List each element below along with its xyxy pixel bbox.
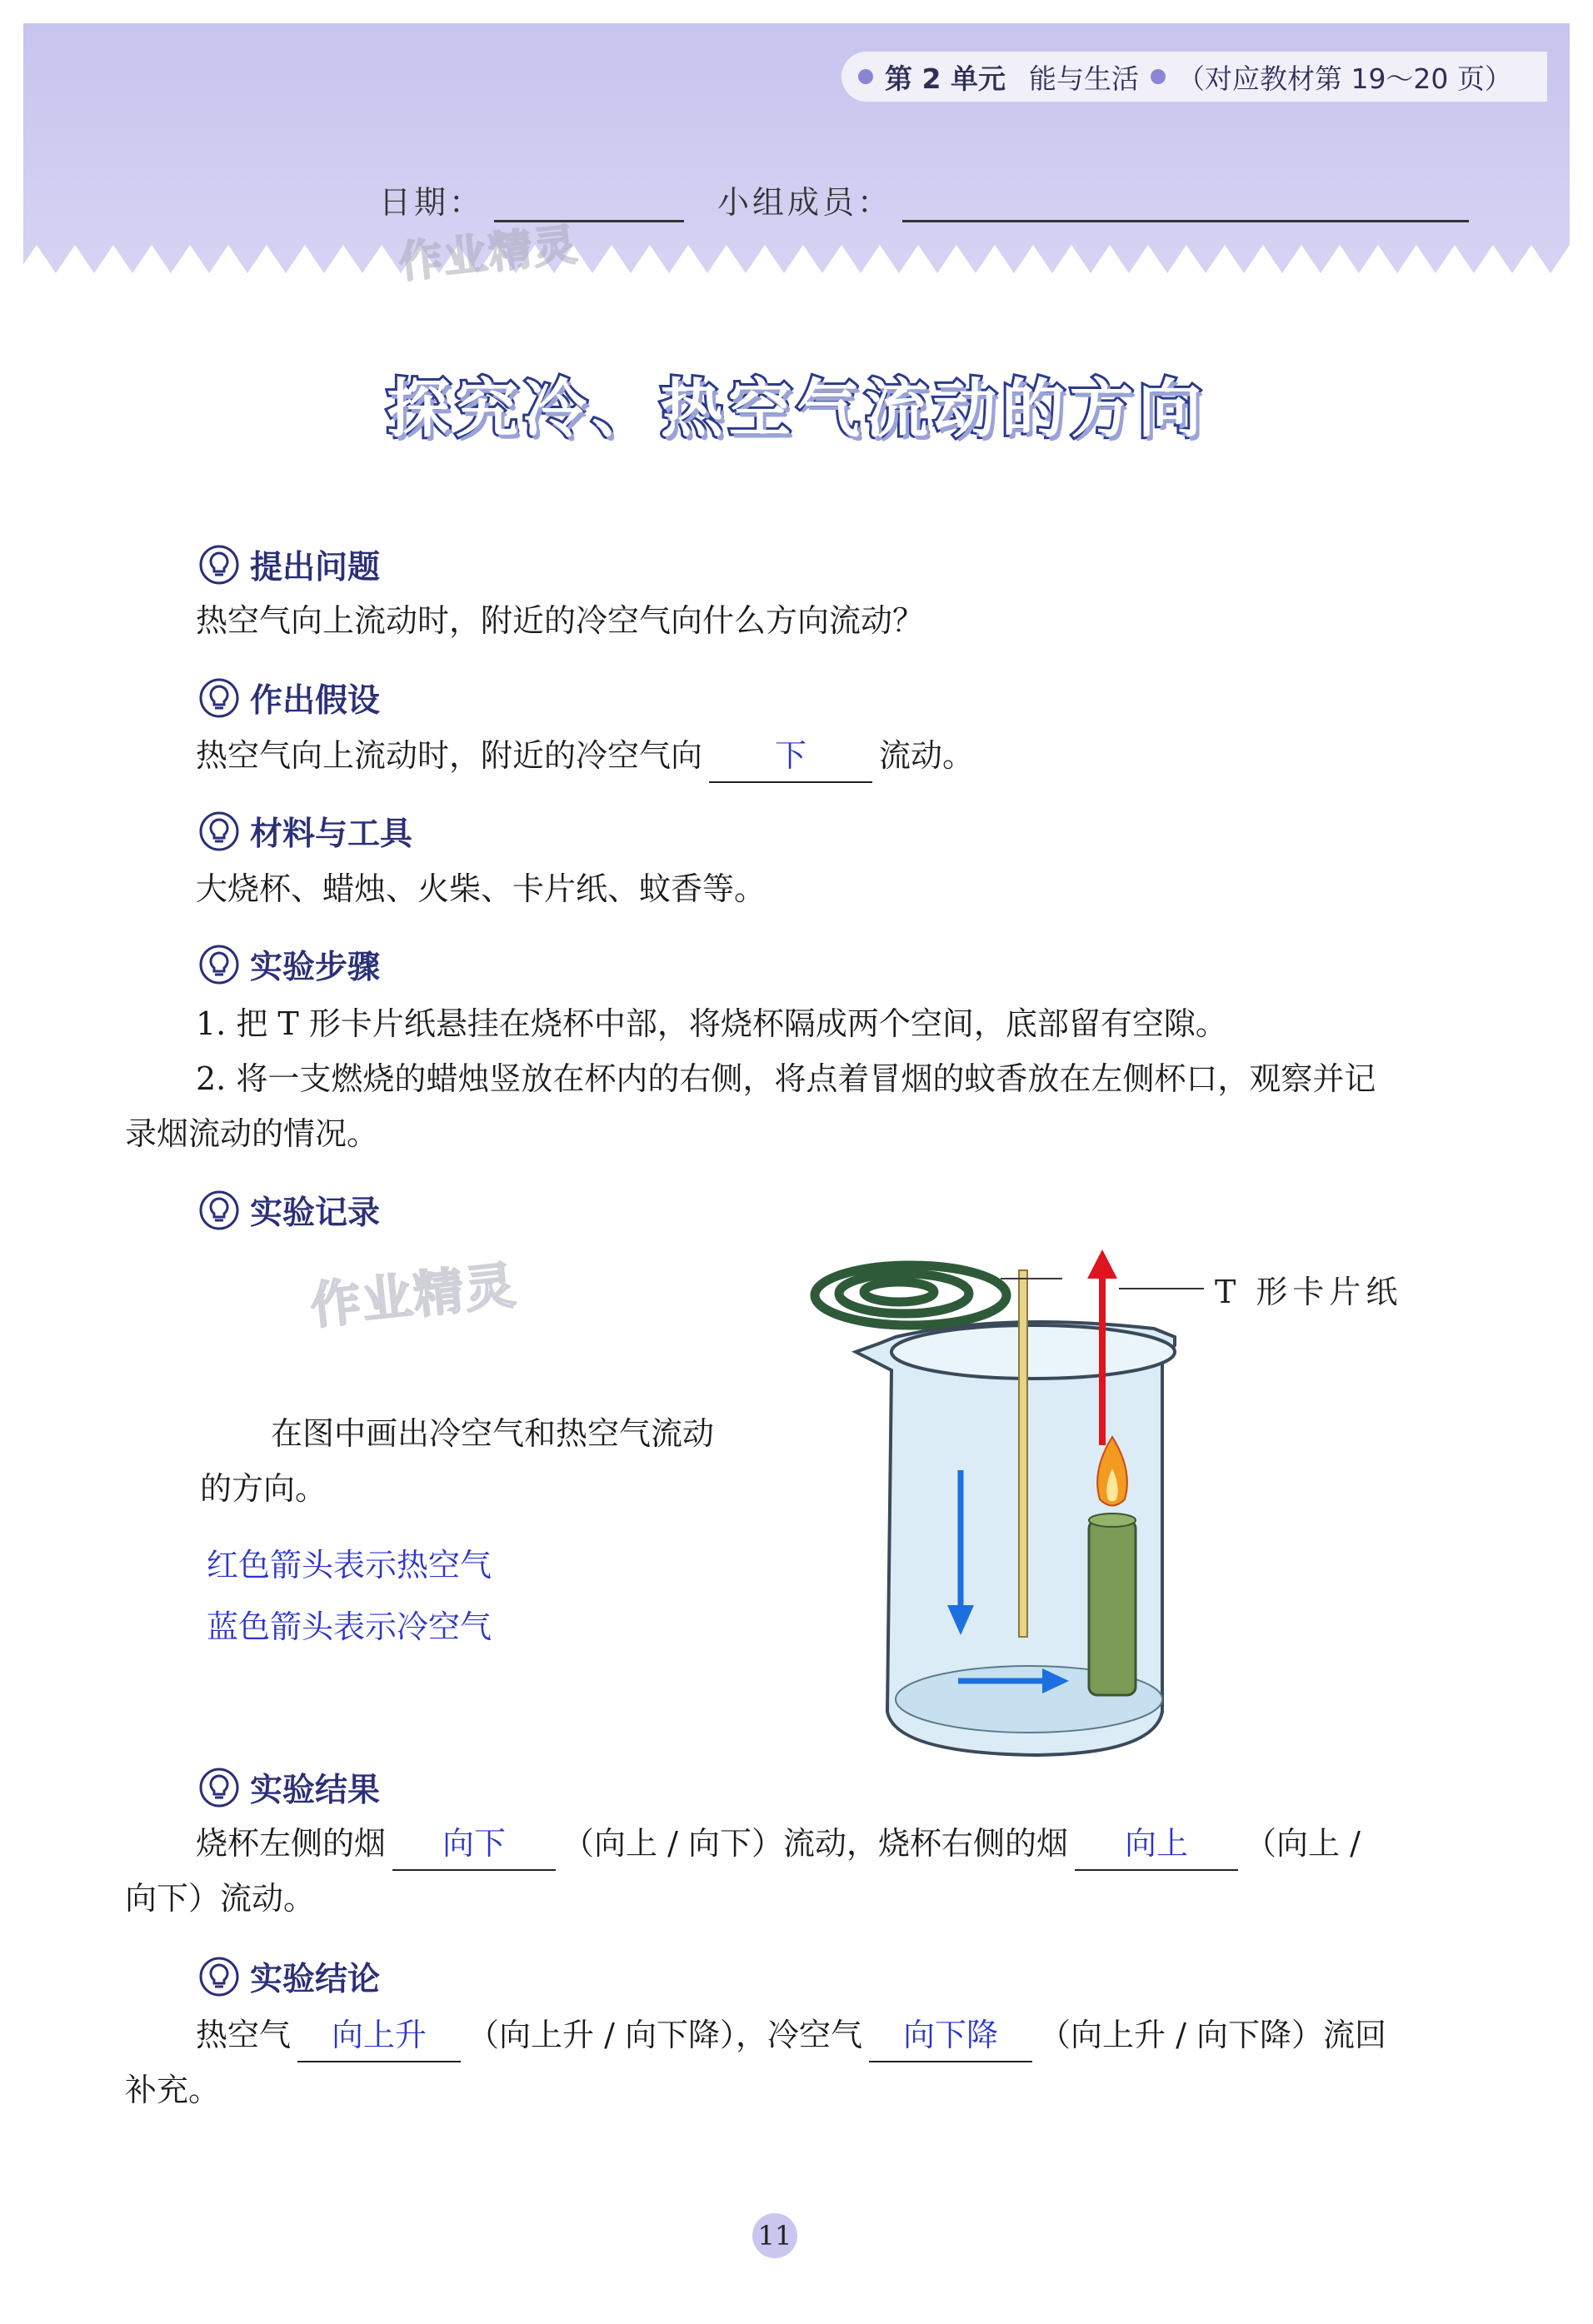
lightbulb-icon bbox=[198, 1189, 240, 1231]
result-text: （向上 / bbox=[1244, 1825, 1361, 1862]
textbook-reference: （对应教材第 19～20 页） bbox=[1176, 62, 1512, 95]
step-1: 1. 把 T 形卡片纸悬挂在烧杯中部，将烧杯隔成两个空间，底部留有空隙。 bbox=[196, 1005, 1227, 1042]
section-title: 实验步骤 bbox=[250, 949, 381, 986]
section-title: 实验记录 bbox=[250, 1194, 381, 1232]
note-red-arrow: 红色箭头表示热空气 bbox=[207, 1547, 492, 1583]
lightbulb-icon bbox=[198, 1956, 240, 1997]
section-heading-conclusion bbox=[198, 1953, 380, 2000]
handwritten-answer: 向上 bbox=[1124, 1825, 1188, 1862]
candle bbox=[1089, 1520, 1136, 1695]
handwritten-answer: 向上升 bbox=[332, 2017, 427, 2053]
section-title: 实验结果 bbox=[250, 1772, 381, 1809]
step-2-line-1: 2. 将一支燃烧的蜡烛竖放在杯内的右侧，将点着冒烟的蚊香放在左侧杯口，观察并记 bbox=[196, 1060, 1376, 1097]
conclusion-answer-blank-2[interactable] bbox=[869, 2017, 1032, 2062]
section-title: 材料与工具 bbox=[250, 815, 413, 853]
step-2-line-2: 录烟流动的情况。 bbox=[125, 1115, 379, 1152]
section-title: 作出假设 bbox=[250, 682, 381, 720]
beaker-figure bbox=[804, 1245, 1437, 1778]
unit-topic: 能与生活 bbox=[1028, 62, 1139, 95]
page-title: 探究冷、热空气流动的方向 bbox=[387, 372, 1206, 446]
beaker-rim bbox=[891, 1325, 1175, 1379]
unit-tab bbox=[841, 52, 1547, 102]
unit-label: 第 2 单元 bbox=[885, 62, 1006, 95]
result-text: （向上 / 向下）流动，烧杯右侧的烟 bbox=[562, 1825, 1068, 1862]
note-blue-arrow: 蓝色箭头表示冷空气 bbox=[207, 1608, 492, 1645]
record-instruction-line-1: 在图中画出冷空气和热空气流动 bbox=[271, 1415, 715, 1452]
group-label: 小组成员： bbox=[717, 184, 893, 221]
section-title: 实验结论 bbox=[250, 1961, 381, 1998]
lightbulb-icon bbox=[198, 810, 240, 852]
t-card bbox=[1019, 1270, 1027, 1637]
section-heading-materials bbox=[198, 808, 412, 855]
lightbulb-icon bbox=[198, 677, 240, 719]
hypothesis-text bbox=[196, 728, 974, 783]
record-instruction-line-2: 的方向。 bbox=[200, 1470, 327, 1507]
hypothesis-text-before: 热空气向上流动时，附近的冷空气向 bbox=[196, 737, 703, 774]
lightbulb-icon bbox=[198, 944, 240, 985]
conclusion-line-1 bbox=[196, 2007, 1386, 2062]
hypothesis-text-after: 流动。 bbox=[879, 737, 975, 774]
handwritten-answer: 向下降 bbox=[902, 2017, 998, 2053]
section-heading-result bbox=[198, 1764, 380, 1811]
materials-text: 大烧杯、蜡烛、火柴、卡片纸、蚊香等。 bbox=[196, 870, 767, 907]
conclusion-text: （向上升 / 向下降），冷空气 bbox=[467, 2017, 862, 2053]
result-line-1 bbox=[196, 1816, 1361, 1871]
lightbulb-icon bbox=[198, 544, 240, 586]
lightbulb-icon bbox=[198, 1767, 240, 1808]
bullet-dot-icon bbox=[1151, 69, 1166, 84]
watermark: 作业精灵 bbox=[307, 1256, 520, 1336]
section-heading-hypothesis bbox=[198, 675, 380, 721]
section-title: 提出问题 bbox=[250, 549, 381, 586]
conclusion-text: 热空气 bbox=[196, 2017, 292, 2053]
handwritten-answer: 下 bbox=[775, 737, 807, 774]
conclusion-text: （向上升 / 向下降）流回 bbox=[1038, 2017, 1386, 2053]
result-text: 烧杯左侧的烟 bbox=[196, 1825, 387, 1862]
watermark: 作业精灵 bbox=[397, 219, 582, 289]
result-answer-blank-1[interactable] bbox=[392, 1825, 556, 1871]
conclusion-line-2: 补充。 bbox=[125, 2072, 221, 2108]
bullet-dot-icon bbox=[858, 69, 873, 84]
group-members-field[interactable] bbox=[902, 187, 1469, 222]
handwritten-answer: 向下 bbox=[442, 1825, 507, 1862]
section-heading-question bbox=[198, 541, 380, 588]
section-heading-steps bbox=[198, 941, 380, 988]
conclusion-answer-blank-1[interactable] bbox=[297, 2017, 461, 2062]
result-answer-blank-2[interactable] bbox=[1075, 1825, 1238, 1871]
date-label: 日期： bbox=[379, 184, 485, 221]
result-line-2: 向下）流动。 bbox=[125, 1880, 316, 1917]
section-heading-record bbox=[198, 1187, 380, 1234]
page-number: 11 bbox=[752, 2213, 797, 2258]
t-card-label: T 形卡片纸 bbox=[1215, 1274, 1403, 1310]
hypothesis-answer-blank[interactable] bbox=[709, 737, 872, 783]
question-text: 热空气向上流动时，附近的冷空气向什么方向流动？ bbox=[196, 602, 925, 639]
